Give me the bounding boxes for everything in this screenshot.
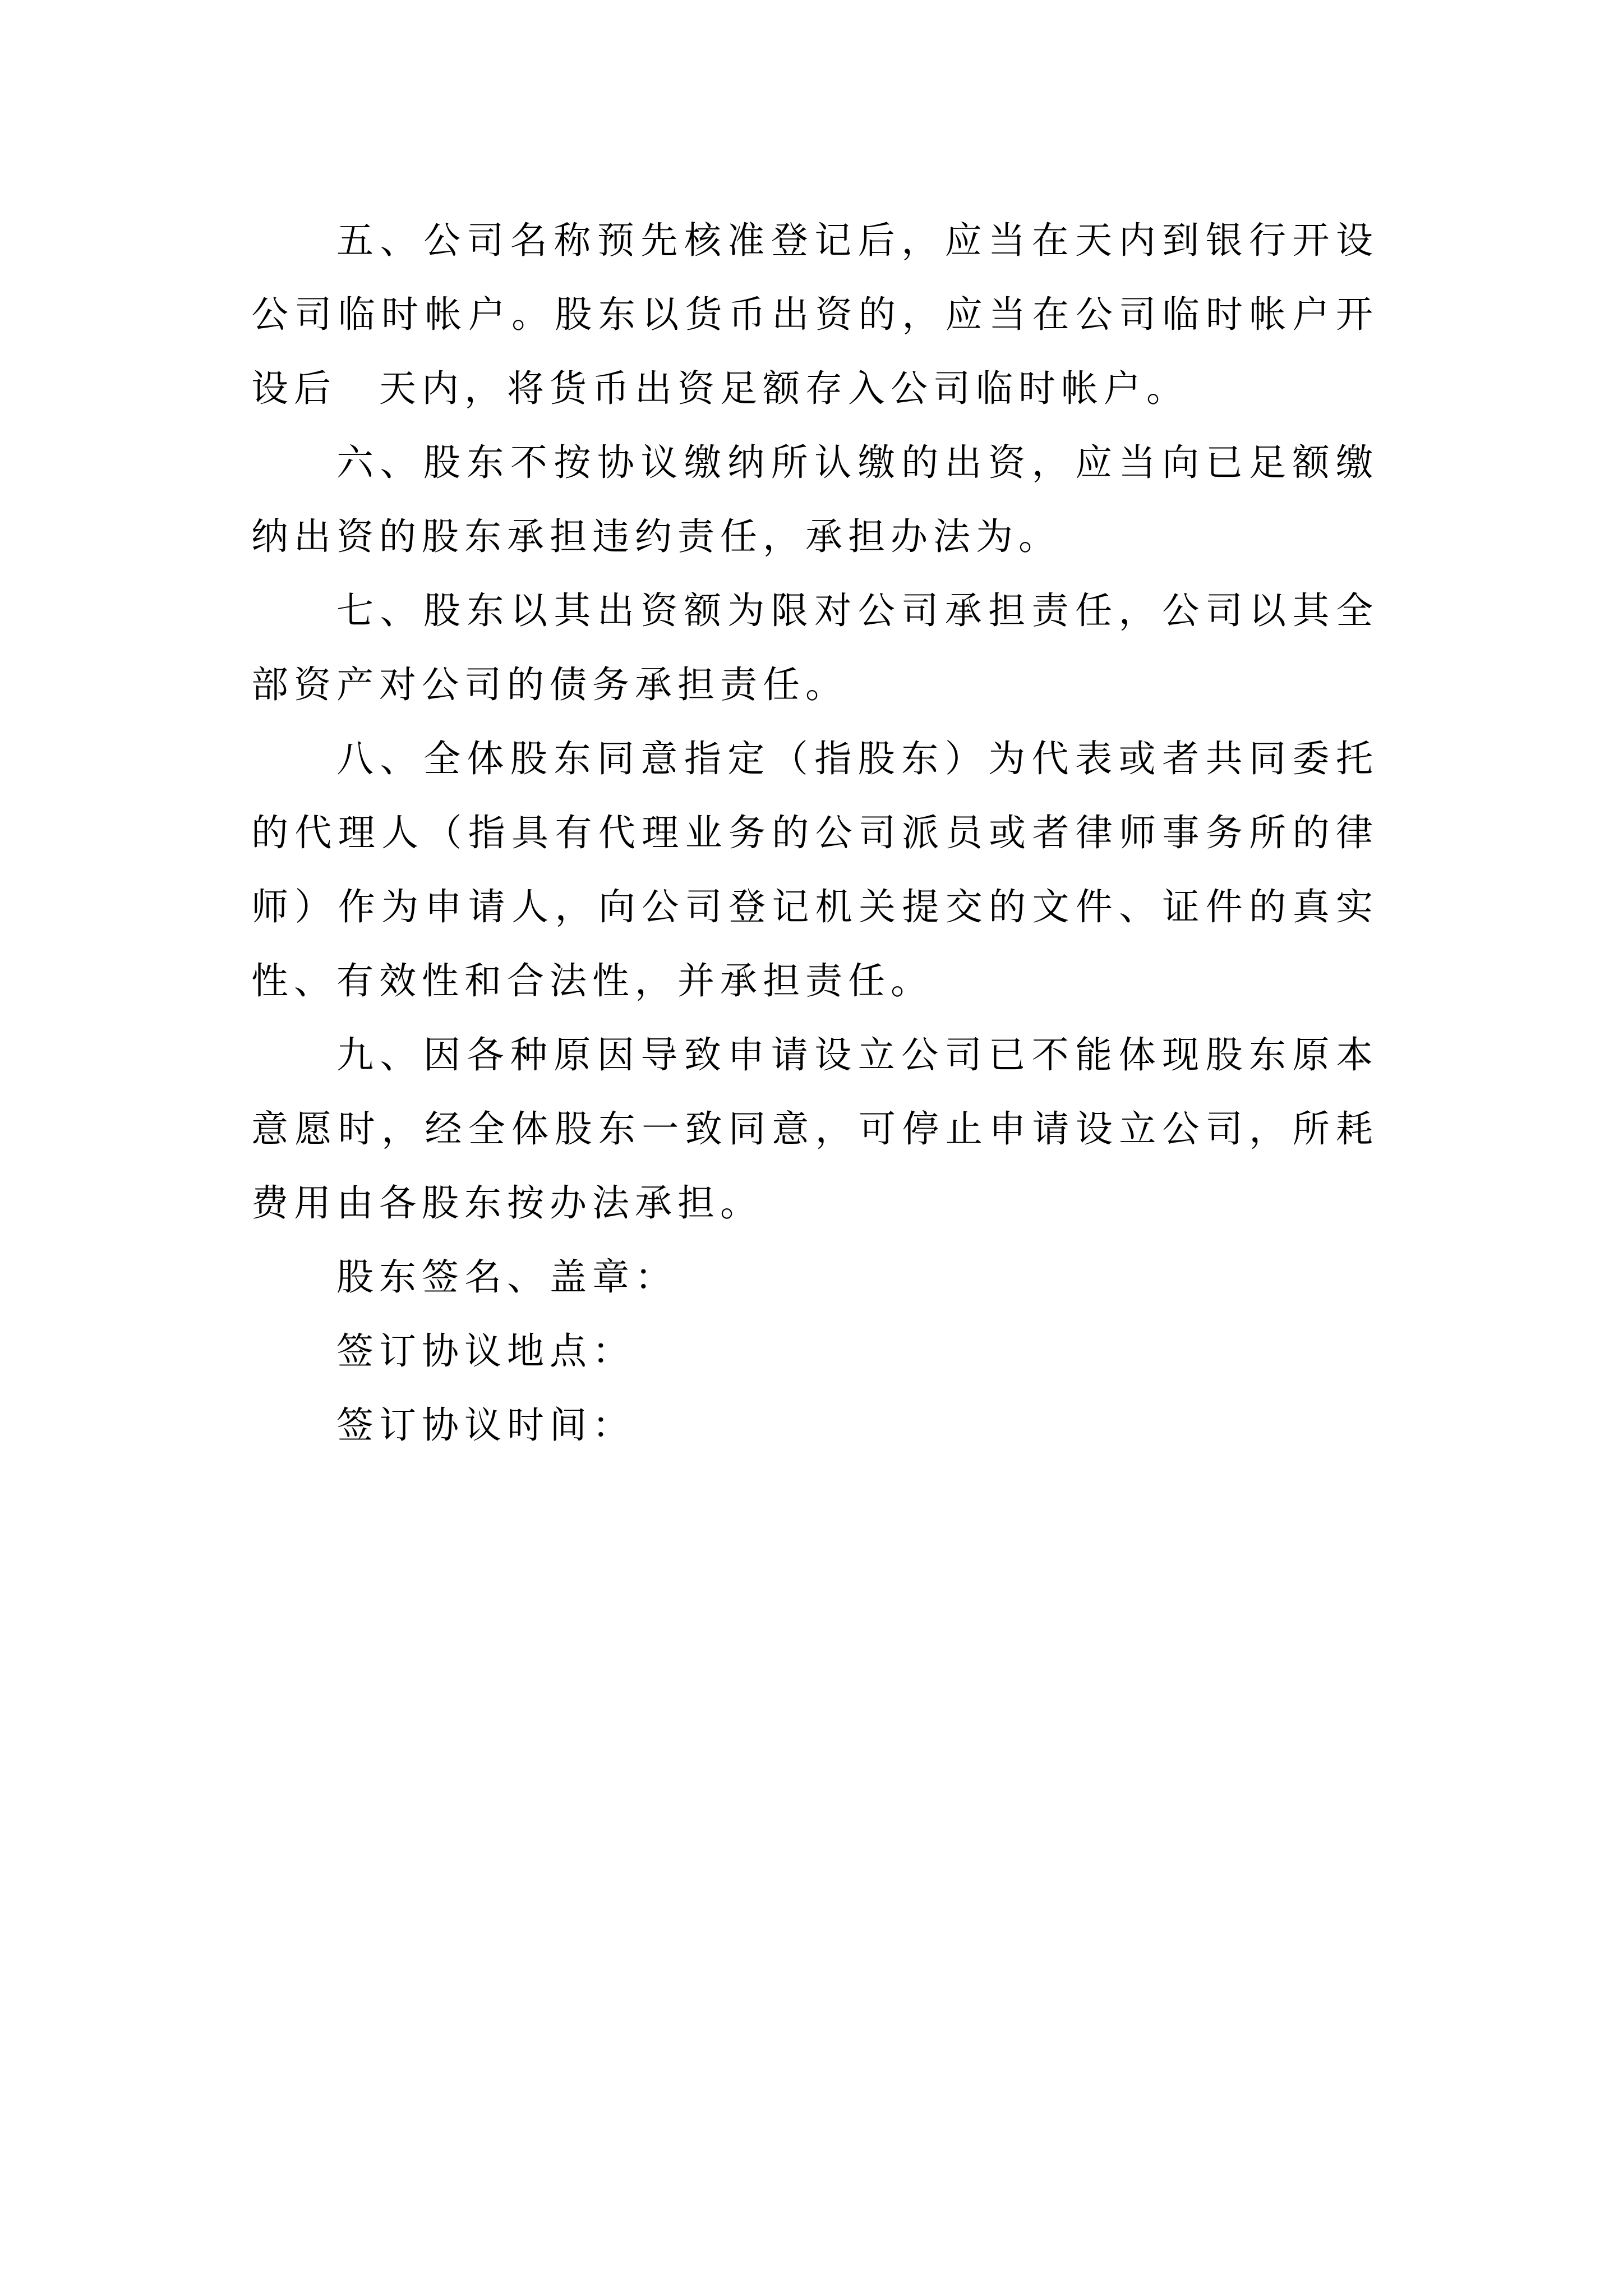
clause-7: 七、股东以其出资额为限对公司承担责任，公司以其全部资产对公司的债务承担责任。 — [251, 589, 1378, 706]
clause-6: 六、股东不按协议缴纳所认缴的出资，应当向已足额缴纳出资的股东承担违约责任，承担办法为。 — [251, 441, 1378, 558]
clause-5: 五、公司名称预先核准登记后，应当在天内到银行开设公司临时帐户。股东以货币出资的，应当在公司临时帐户开设后 天内，将货币出资足额存入公司临时帐户。 — [251, 219, 1378, 410]
signature-label: 股东签名、盖章： — [336, 1255, 677, 1299]
signing-place-label: 签订协议地点： — [336, 1329, 635, 1373]
clause-8: 八、全体股东同意指定（指股东）为代表或者共同委托的代理人（指具有代理业务的公司派员或者律师事务所的律师）作为申请人，向公司登记机关提交的文件、证件的真实性、有效性和合法性，并承担责任。 — [251, 737, 1378, 1002]
clause-9: 九、因各种原因导致申请设立公司已不能体现股东原本意愿时，经全体股东一致同意，可停止申请设立公司，所耗费用由各股东按办法承担。 — [251, 1033, 1378, 1225]
document-body — [251, 204, 1378, 1462]
signing-time-label: 签订协议时间： — [336, 1404, 635, 1447]
